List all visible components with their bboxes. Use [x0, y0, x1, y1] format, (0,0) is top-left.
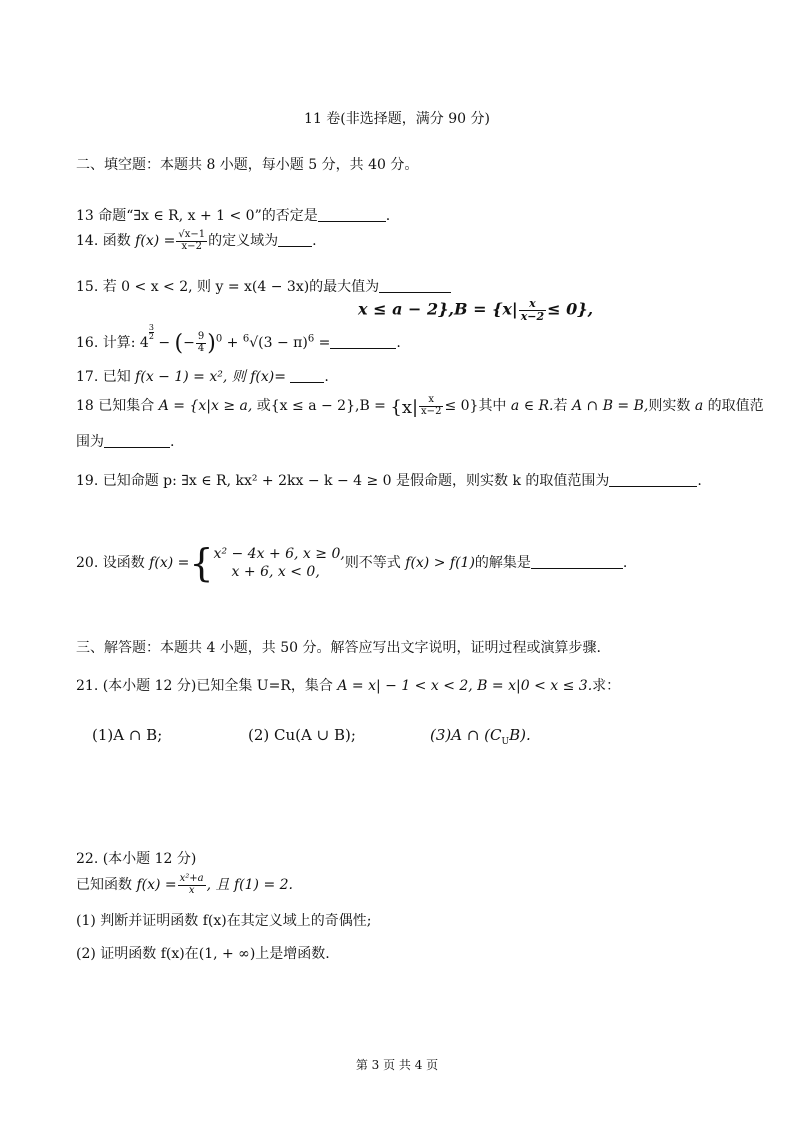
inequality: f(x) > f(1): [405, 555, 475, 571]
question-22-part-1: (1) 判断并证明函数 f(x)在其定义域上的奇偶性;: [76, 913, 372, 929]
page-number: 第 3 页 共 4 页: [355, 1058, 439, 1072]
answer-blank: [278, 246, 312, 247]
neg-sign: −: [183, 335, 195, 351]
question-18-line2-text: 围为: [76, 434, 104, 450]
case-2: x + 6, x < 0,: [231, 564, 320, 580]
question-18-line2: [76, 434, 174, 452]
question-21-part-3: [430, 726, 531, 748]
paren-open: (: [174, 331, 184, 356]
period: .: [697, 473, 702, 489]
root-index: 6: [242, 333, 250, 345]
paren-close: ): [207, 331, 216, 356]
question-16-prefix: 16. 计算:: [76, 335, 136, 351]
fraction-denominator: x−2: [421, 405, 442, 417]
answer-blank: [379, 292, 451, 293]
fraction-denominator: x−2: [181, 240, 202, 252]
question-14-prefix: 14. 函数: [76, 233, 131, 249]
question-14-suffix: 的定义域为: [208, 233, 279, 249]
question-21-tail: 求：: [592, 678, 621, 694]
period: .: [324, 369, 329, 385]
question-20-suffix: 则不等式: [344, 555, 401, 571]
fraction-denominator: x: [188, 884, 195, 896]
question-13: [76, 208, 390, 226]
question-18-where: 其中: [478, 398, 507, 414]
radical-expr: √(3 − π): [249, 335, 308, 351]
question-22-part-2: (2) 证明函数 f(x)在(1, + ∞)上是增函数.: [76, 946, 330, 962]
question-19-text: 19. 已知命题 p: ∃x ∈ R, kx² + 2kx − k − 4 ≥ 0 是假命题，则实数 k 的取值范围为: [76, 473, 610, 489]
answer-blank: [609, 486, 697, 487]
fraction: [178, 874, 206, 896]
function-expr: f(x) =: [136, 877, 177, 893]
question-18-lead: 18 已知集合: [76, 398, 155, 414]
intersection-cond: A ∩ B = B,: [571, 398, 649, 414]
function-expr: f(x) =: [135, 233, 176, 249]
fraction-numerator: x: [419, 395, 443, 407]
case-1: x² − 4x + 6, x ≥ 0,: [213, 545, 345, 562]
part-3-b: B).: [509, 726, 531, 744]
question-18: [76, 395, 764, 420]
fraction-numerator: x: [519, 298, 546, 311]
question-18-range: 的取值范: [707, 398, 764, 414]
question-22-title: 22. (本小题 12 分): [76, 851, 197, 867]
answer-blank: [330, 348, 396, 349]
fraction: [176, 230, 207, 252]
answer-blank: [290, 382, 324, 383]
minus-sign: −: [158, 335, 171, 351]
question-13-text: 13 命题“∃x ∈ R, x + 1 < 0”的否定是: [76, 208, 318, 224]
question-21-text: 21. (本小题 12 分)已知全集 U=R，集合: [76, 678, 333, 694]
question-14: [76, 230, 317, 252]
answer-blank: [104, 447, 170, 448]
given-prefix: 已知函数: [76, 877, 132, 893]
exponent-denominator: 2: [148, 332, 154, 341]
question-18-then: 则实数: [648, 398, 691, 414]
piecewise-brace: {: [189, 541, 214, 585]
plus-sign: +: [226, 335, 239, 351]
fraction-denominator: x−2: [520, 309, 545, 323]
fraction-numerator: 9: [197, 331, 205, 342]
set-a-expr: A = {x|x ≥ a,: [158, 398, 253, 414]
given-suffix: , 且 f(1) = 2.: [206, 877, 293, 893]
fraction-numerator: √x−1: [178, 229, 206, 240]
period: .: [170, 434, 175, 450]
fraction: [519, 298, 546, 322]
question-21-math: A = x| − 1 < x < 2, B = x|0 < x ≤ 3.: [337, 678, 593, 694]
period: .: [622, 555, 628, 571]
question-19: [76, 473, 702, 491]
radicand-exponent: 6: [307, 333, 315, 345]
question-16: [76, 324, 401, 358]
part-3-sub: U: [501, 737, 510, 747]
question-20-prefix: 20. 设函数: [76, 555, 145, 571]
question-15: [76, 279, 451, 297]
exponent-fraction: [149, 324, 154, 341]
part-3-a: (3)A ∩ (C: [430, 726, 502, 744]
fraction-numerator: x²+a: [179, 873, 204, 884]
question-20-suffix2: 的解集是: [474, 555, 531, 571]
function-expr: f(x) =: [149, 555, 190, 571]
exponent-numerator: 3: [148, 323, 154, 332]
question-17-math: f(x − 1) = x², 则 f(x)=: [135, 369, 286, 385]
fraction: [419, 395, 443, 417]
section-heading-answer: 三、解答题：本题共 4 小题，共 50 分。解答应写出文字说明，证明过程或演算步骤.: [76, 640, 601, 656]
question-21: [76, 678, 620, 696]
period: .: [385, 208, 391, 224]
page-title: 11 卷(非选择题，满分 90 分): [304, 111, 490, 127]
question-17-text: 17. 已知: [76, 369, 131, 385]
set-close: ≤ 0}: [444, 398, 479, 414]
answer-blank: [318, 221, 386, 222]
fraction: [196, 332, 206, 354]
question-18-if: 若: [553, 398, 568, 414]
a-in-r: a ∈ R.: [510, 398, 554, 414]
pasted-math-fragment: [358, 298, 593, 322]
set-a-alt: 或{x ≤ a − 2},B =: [256, 398, 386, 414]
answer-blank: [531, 568, 623, 569]
set-open: {x|: [390, 397, 419, 418]
section-heading-fill-blank: 二、填空题：本题共 8 小题，每小题 5 分，共 40 分。: [76, 157, 419, 173]
fragment-text: x ≤ a − 2},B = {x|: [358, 299, 518, 319]
period: .: [396, 335, 401, 351]
question-15-text: 15. 若 0 < x < 2, 则 y = x(4 − 3x)的最大值为: [76, 279, 380, 295]
power-base: 4: [139, 335, 149, 351]
fragment-tail: ≤ 0},: [547, 299, 594, 319]
question-22-given: [76, 874, 293, 896]
question-21-part-1: (1)A ∩ B;: [92, 726, 163, 744]
piecewise-cases: [214, 545, 345, 581]
period: .: [312, 233, 317, 249]
var-a: a: [694, 398, 704, 414]
exponent-zero: 0: [215, 333, 223, 345]
question-20: [76, 541, 628, 585]
question-17: [76, 369, 329, 387]
equals-sign: =: [318, 335, 331, 351]
question-21-part-2: (2) Cu(A ∪ B);: [248, 726, 356, 744]
fraction-denominator: 4: [197, 342, 205, 354]
